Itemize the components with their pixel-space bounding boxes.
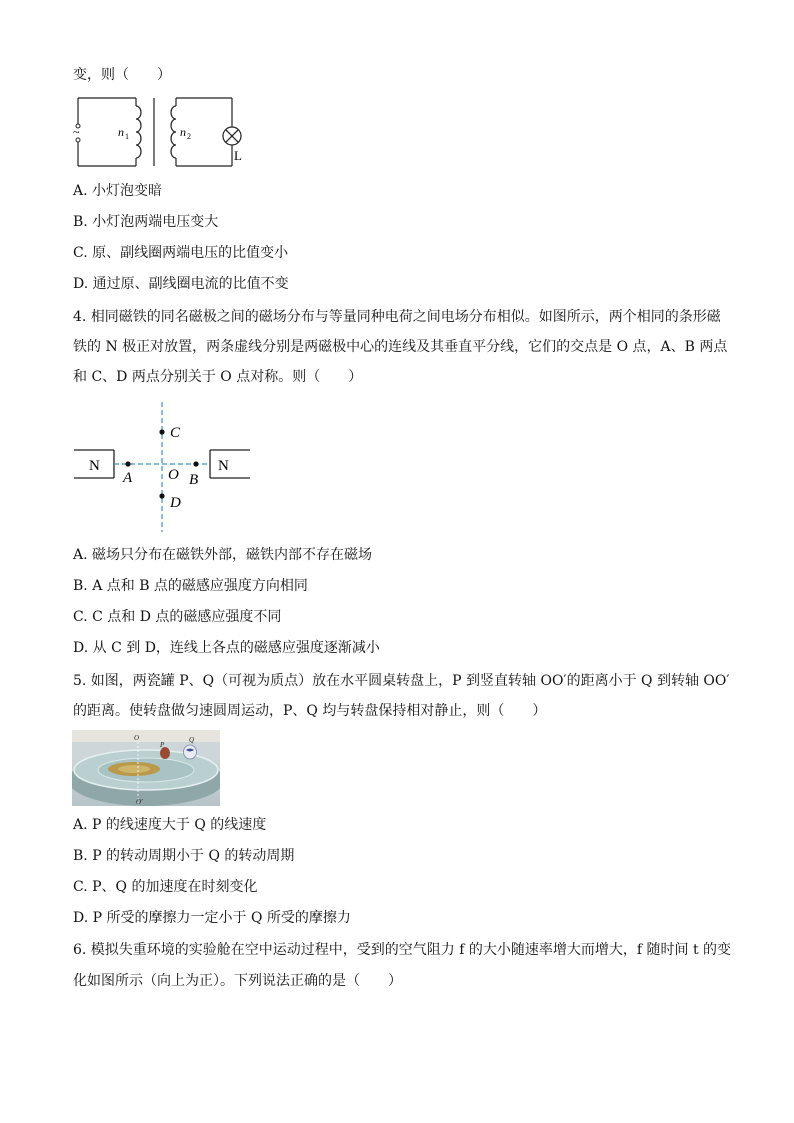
label-B: B [189, 472, 199, 488]
q5-option-a: A. P 的线速度大于 Q 的线速度 [73, 817, 267, 833]
q5-option-c: C. P、Q 的加速度在时刻变化 [73, 879, 258, 895]
q6-stem-line-1: 6. 模拟失重环境的实验舱在空中运动过程中，受到的空气阻力 f 的大小随速率增大而增大，f 随时间 t 的变 [73, 942, 732, 958]
right-pole-label: N [218, 458, 229, 474]
label-D: D [170, 495, 181, 511]
ac-source-symbol: ~ [73, 125, 80, 139]
q5-stem-line-2: 的距离。使转盘做匀速圆周运动，P、Q 均与转盘保持相对静止，则（ ） [73, 703, 547, 719]
photo-label-P: P [160, 741, 165, 749]
photo-label-O-prime: O′ [136, 798, 143, 806]
q3-stem-tail: 变，则（ ） [73, 67, 171, 83]
turntable-photo [72, 730, 220, 806]
q4-option-b: B. A 点和 B 点的磁感应强度方向相同 [73, 578, 308, 594]
q3-option-c: C. 原、副线圈两端电压的比值变小 [73, 245, 289, 261]
q4-stem-line-1: 4. 相同磁铁的同名磁极之间的磁场分布与等量同种电荷之间电场分布相似。如图所示，两个相同的条形磁 [73, 309, 721, 325]
label-n2-sub: 2 [187, 132, 191, 141]
q3-option-a: A. 小灯泡变暗 [73, 183, 163, 199]
q4-option-a: A. 磁场只分布在磁铁外部，磁铁内部不存在磁场 [73, 547, 373, 563]
q4-stem-line-2: 铁的 N 极正对放置，两条虚线分别是两磁极中心的连线及其垂直平分线，它们的交点是 O 点，A、B 两点 [73, 339, 728, 355]
q5-option-b: B. P 的转动周期小于 Q 的转动周期 [73, 848, 295, 864]
q3-option-b: B. 小灯泡两端电压变大 [73, 214, 219, 230]
photo-label-Q: Q [189, 736, 195, 744]
label-n1-sub: 1 [125, 132, 129, 141]
label-n1: n [118, 125, 124, 139]
q5-stem-line-1: 5. 如图，两瓷罐 P、Q（可视为质点）放在水平圆桌转盘上，P 到竖直转轴 OO′的距离小于 Q 到转轴 OO′ [73, 673, 730, 689]
q4-option-c: C. C 点和 D 点的磁感应强度不同 [73, 609, 282, 625]
jar-Q-icon [184, 745, 197, 759]
magnets-figure [70, 400, 256, 534]
q5-option-d: D. P 所受的摩擦力一定小于 Q 所受的摩擦力 [73, 910, 351, 926]
point-B [193, 461, 198, 466]
point-D [159, 493, 164, 498]
q6-stem-line-2: 化如图所示（向上为正）。下列说法正确的是（ ） [73, 973, 402, 989]
q4-option-d: D. 从 C 到 D，连线上各点的磁感应强度逐渐减小 [73, 640, 380, 656]
label-C: C [170, 425, 181, 441]
point-A [125, 461, 130, 466]
label-A: A [123, 470, 133, 486]
left-pole-label: N [89, 458, 100, 474]
q4-stem-line-3: 和 C、D 两点分别关于 O 点对称。则（ ） [73, 369, 363, 385]
label-O: O [168, 467, 179, 483]
point-C [159, 429, 164, 434]
transformer-circuit-figure [70, 94, 250, 170]
label-lamp-L: L [234, 148, 242, 163]
q3-option-d: D. 通过原、副线圈电流的比值不变 [73, 276, 289, 292]
photo-label-O: O [134, 734, 140, 742]
label-n2: n [180, 125, 186, 139]
